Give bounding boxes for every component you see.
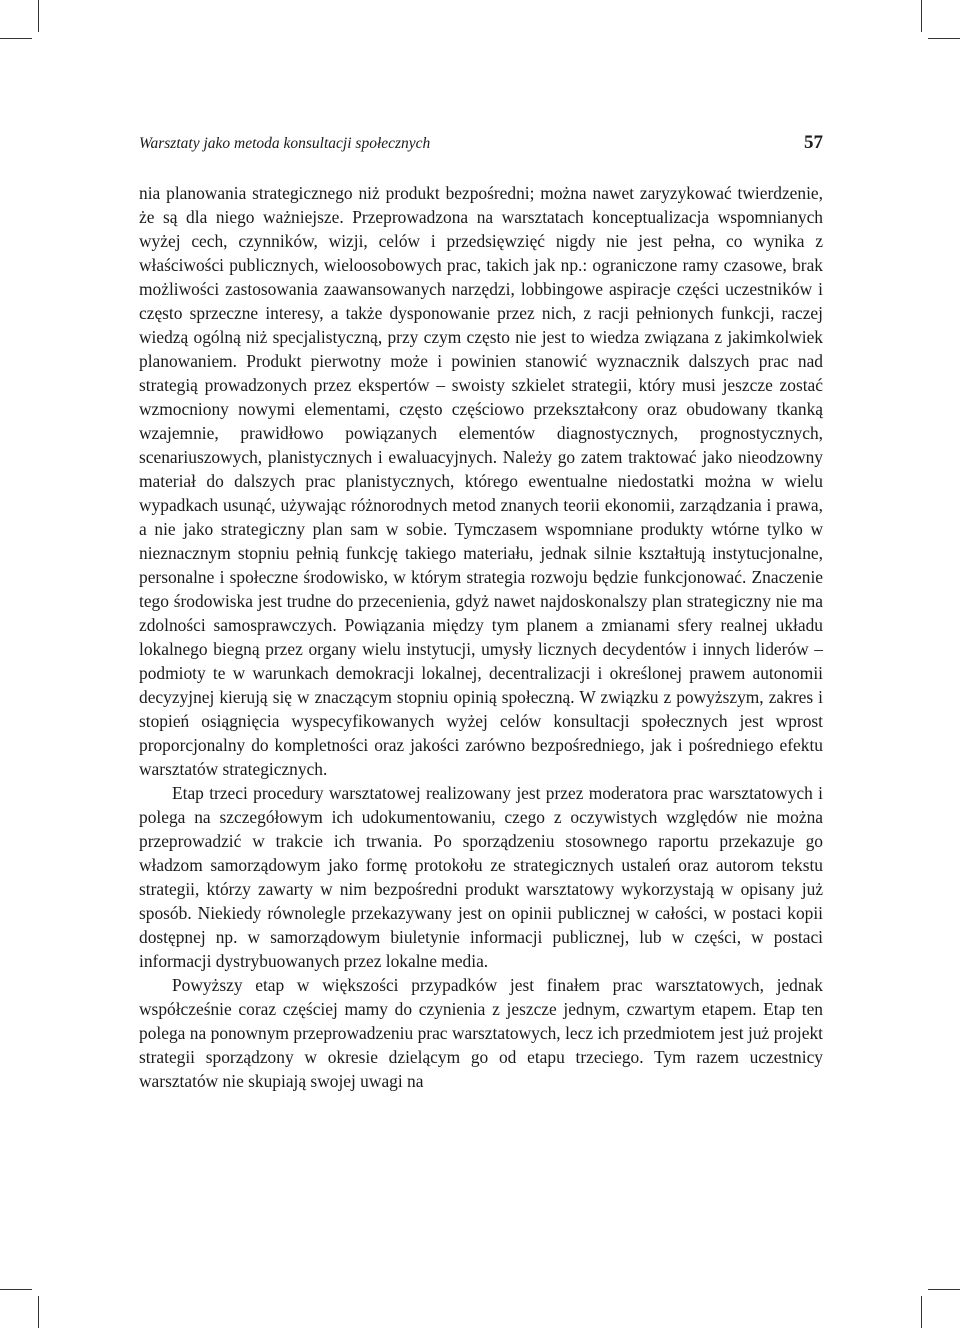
paragraph-1: nia planowania strategicznego niż produkt bezpośredni; można nawet zaryzykować twierdzenie, że są dla niego ważniejsze. Przeprowadzona na warsztatach konceptualizacja wspomnianych wyżej cech, czynników, wizji, celów i przedsięwzięć nigdy nie jest pełna, co wynika z właściwości publicznych, wieloosobowych prac, takich jak np.: ograniczone ramy czasowe, brak możliwości zastosowania zaawansowanych narzędzi, lobbingowe aspiracje części uczestników i często sprzeczne interesy, a także dysponowanie przez nich, z racji pełnionych funkcji, raczej wiedzą ogólną niż specjalistyczną, przy czym często nie jest to wiedza związana z jakimkolwiek planowaniem. Produkt pierwotny może i powinien stanowić wyznacznik dalszych prac nad strategią prowadzonych przez ekspertów – swoisty szkielet strategii, który musi jeszcze zostać wzmocniony nowymi elementami, często częściowo przekształcony oraz obudowany tkanką wzajemnie, prawidłowo powiązanych elementów diagnostycznych, prognostycznych, scenariuszowych, planistycznych i ewaluacyjnych. Należy go zatem traktować jako nieodzowny materiał do dalszych prac planistycznych, którego ewentualne niedostatki można w wielu wypadkach usunąć, używając różnorodnych metod znanych teorii ekonomii, zarządzania i prawa, a nie jako strategiczny plan sam w sobie. Tymczasem wspomniane produkty wtórne tylko w nieznacznym stopniu pełnią funkcję takiego materiału, jednak silnie kształtują instytucjonalne, personalne i społeczne środowisko, w którym strategia rozwoju będzie funkcjonować. Znaczenie tego środowiska jest trudne do przecenienia, gdyż nawet najdoskonalszy plan strategiczny nie ma zdolności samosprawczych. Powiązania między tym planem a zmianami sfery realnej układu lokalnego biegną przez organy wielu instytucji, umysły licznych decydentów i innych liderów – podmioty te w warunkach demokracji lokalnej, decentralizacji i określonej prawem autonomii decyzyjnej kierują się w znaczącym stopniu opinią społeczną. W związku z powyższym, zakres i stopień osiągnięcia wyspecyfikowanych wyżej celów konsultacji społecznych jest wprost proporcjonalny do kompletności oraz jakości zarówno bezpośredniego, jak i pośredniego efektu warsztatów strategicznych. bbox=[139, 183, 823, 779]
crop-mark-bottom-right-horizontal bbox=[928, 1289, 960, 1290]
running-header bbox=[139, 132, 823, 158]
crop-mark-bottom-left-horizontal bbox=[0, 1289, 32, 1290]
crop-mark-top-left-horizontal bbox=[0, 38, 32, 39]
body-text bbox=[139, 181, 823, 1093]
paragraph-2: Etap trzeci procedury warsztatowej realizowany jest przez moderatora prac warsztatowych i polega na szczegółowym ich udokumentowaniu, czego z oczywistych względów nie można przeprowadzić w trakcie ich trwania. Po sporządzeniu stosownego raportu przekazuje go władzom samorządowym jako formę protokołu ze strategicznych ustaleń oraz autorom tekstu strategii, którzy zawarty w nim bezpośredni produkt warsztatowy wykorzystają w opisany już sposób. Niekiedy równolegle przekazywany jest on opinii publicznej w całości, w postaci kopii dostępnej np. w samorządowym biuletynie informacji publicznej, lub w części, w postaci informacji dystrybuowanych przez lokalne media. bbox=[139, 783, 823, 971]
paragraph-3: Powyższy etap w większości przypadków jest finałem prac warsztatowych, jednak współcześnie coraz częściej mamy do czynienia z jeszcze jednym, czwartym etapem. Etap ten polega na ponownym przeprowadzeniu prac warsztatowych, lecz ich przedmiotem jest już projekt strategii sporządzony w okresie dzielącym go od etapu trzeciego. Tym razem uczestnicy warsztatów nie skupiają swojej uwagi na bbox=[139, 975, 823, 1091]
crop-mark-bottom-right-vertical bbox=[921, 1296, 922, 1328]
crop-mark-bottom-left-vertical bbox=[38, 1296, 39, 1328]
crop-mark-top-right-horizontal bbox=[928, 38, 960, 39]
running-title: Warsztaty jako metoda konsultacji społecznych bbox=[139, 135, 431, 152]
crop-mark-top-right-vertical bbox=[921, 0, 922, 32]
page-number: 57 bbox=[804, 132, 823, 153]
crop-mark-top-left-vertical bbox=[38, 0, 39, 32]
